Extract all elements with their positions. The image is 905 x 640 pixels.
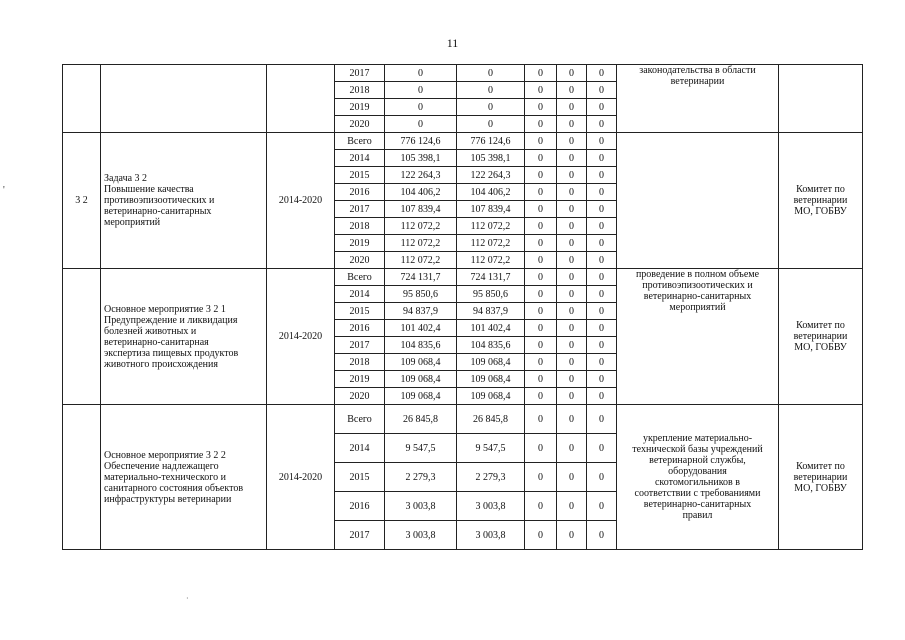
value-cell: 0 — [587, 133, 617, 150]
value-cell: 0 — [525, 65, 557, 82]
value-cell: 0 — [587, 184, 617, 201]
total-cell: 776 124,6 — [385, 133, 457, 150]
total-cell: 104 835,6 — [385, 337, 457, 354]
total-cell: 105 398,1 — [385, 150, 457, 167]
value-cell: 0 — [557, 337, 587, 354]
year-cell: 2017 — [335, 65, 385, 82]
total-cell: 3 003,8 — [385, 521, 457, 550]
budget-cell: 0 — [457, 82, 525, 99]
value-cell: 0 — [525, 150, 557, 167]
year-cell: 2016 — [335, 320, 385, 337]
table-body — [63, 65, 863, 550]
stray-mark: ' — [3, 185, 5, 196]
value-cell: 0 — [557, 371, 587, 388]
value-cell: 0 — [587, 286, 617, 303]
value-cell: 0 — [587, 269, 617, 286]
value-cell: 0 — [525, 235, 557, 252]
value-cell: 0 — [587, 99, 617, 116]
budget-cell: 3 003,8 — [457, 492, 525, 521]
value-cell: 0 — [587, 65, 617, 82]
value-cell: 0 — [525, 371, 557, 388]
value-cell: 0 — [557, 434, 587, 463]
year-cell: 2015 — [335, 463, 385, 492]
value-cell: 0 — [557, 218, 587, 235]
total-cell: 112 072,2 — [385, 252, 457, 269]
value-cell: 0 — [557, 320, 587, 337]
name-cell: Основное мероприятие 3 2 2 Обеспечение надлежащего материально-технического и санитарного состояния объектов инфраструктуры ветеринарии — [101, 405, 267, 550]
value-cell: 0 — [557, 463, 587, 492]
budget-cell: 94 837,9 — [457, 303, 525, 320]
year-cell: 2020 — [335, 252, 385, 269]
name-cell: Основное мероприятие 3 2 1 Предупреждение и ликвидация болезней животных и ветеринарно-санитарная экспертиза пищевых продуктов животного происхождения — [101, 269, 267, 405]
value-cell: 0 — [525, 82, 557, 99]
year-cell: 2015 — [335, 167, 385, 184]
budget-cell: 109 068,4 — [457, 354, 525, 371]
value-cell: 0 — [587, 492, 617, 521]
value-cell: 0 — [587, 167, 617, 184]
value-cell: 0 — [525, 99, 557, 116]
total-cell: 94 837,9 — [385, 303, 457, 320]
value-cell: 0 — [557, 252, 587, 269]
budget-cell: 0 — [457, 65, 525, 82]
value-cell: 0 — [525, 184, 557, 201]
table-row — [63, 133, 863, 150]
value-cell: 0 — [587, 521, 617, 550]
budget-cell: 104 406,2 — [457, 184, 525, 201]
total-cell: 724 131,7 — [385, 269, 457, 286]
year-cell: 2017 — [335, 337, 385, 354]
value-cell: 0 — [525, 388, 557, 405]
value-cell: 0 — [525, 492, 557, 521]
total-cell: 95 850,6 — [385, 286, 457, 303]
value-cell: 0 — [587, 354, 617, 371]
budget-cell: 104 835,6 — [457, 337, 525, 354]
value-cell: 0 — [587, 82, 617, 99]
budget-cell: 0 — [457, 99, 525, 116]
period-cell: 2014-2020 — [267, 269, 335, 405]
value-cell: 0 — [587, 252, 617, 269]
result-cell: законодательства в области ветеринарии — [617, 65, 779, 133]
value-cell: 0 — [525, 337, 557, 354]
value-cell: 0 — [557, 82, 587, 99]
value-cell: 0 — [525, 463, 557, 492]
total-cell: 101 402,4 — [385, 320, 457, 337]
value-cell: 0 — [525, 354, 557, 371]
value-cell: 0 — [525, 116, 557, 133]
value-cell: 0 — [525, 303, 557, 320]
num-cell — [63, 405, 101, 550]
year-cell: Всего — [335, 405, 385, 434]
value-cell: 0 — [525, 434, 557, 463]
budget-cell: 724 131,7 — [457, 269, 525, 286]
year-cell: 2019 — [335, 235, 385, 252]
budget-cell: 3 003,8 — [457, 521, 525, 550]
value-cell: 0 — [587, 235, 617, 252]
budget-cell: 105 398,1 — [457, 150, 525, 167]
value-cell: 0 — [525, 320, 557, 337]
total-cell: 109 068,4 — [385, 354, 457, 371]
year-cell: Всего — [335, 269, 385, 286]
total-cell: 0 — [385, 99, 457, 116]
value-cell: 0 — [525, 201, 557, 218]
total-cell: 112 072,2 — [385, 235, 457, 252]
value-cell: 0 — [557, 116, 587, 133]
year-cell: 2014 — [335, 150, 385, 167]
value-cell: 0 — [557, 65, 587, 82]
value-cell: 0 — [557, 133, 587, 150]
value-cell: 0 — [587, 337, 617, 354]
value-cell: 0 — [557, 269, 587, 286]
total-cell: 0 — [385, 82, 457, 99]
budget-cell: 9 547,5 — [457, 434, 525, 463]
value-cell: 0 — [557, 354, 587, 371]
value-cell: 0 — [557, 235, 587, 252]
value-cell: 0 — [587, 320, 617, 337]
value-cell: 0 — [525, 405, 557, 434]
year-cell: 2018 — [335, 218, 385, 235]
budget-cell: 109 068,4 — [457, 371, 525, 388]
value-cell: 0 — [557, 405, 587, 434]
value-cell: 0 — [557, 167, 587, 184]
value-cell: 0 — [557, 388, 587, 405]
program-table — [62, 64, 863, 550]
value-cell: 0 — [525, 286, 557, 303]
year-cell: 2020 — [335, 116, 385, 133]
value-cell: 0 — [557, 286, 587, 303]
name-cell: Задача 3 2 Повышение качества противоэпизоотических и ветеринарно-санитарных мероприятий — [101, 133, 267, 269]
value-cell: 0 — [587, 388, 617, 405]
value-cell: 0 — [557, 99, 587, 116]
value-cell: 0 — [587, 405, 617, 434]
num-cell — [63, 65, 101, 133]
total-cell: 112 072,2 — [385, 218, 457, 235]
table-row — [63, 269, 863, 286]
year-cell: 2019 — [335, 99, 385, 116]
value-cell: 0 — [557, 150, 587, 167]
name-cell — [101, 65, 267, 133]
page-number: 11 — [446, 36, 459, 50]
value-cell: 0 — [557, 521, 587, 550]
budget-cell: 107 839,4 — [457, 201, 525, 218]
total-cell: 9 547,5 — [385, 434, 457, 463]
value-cell: 0 — [587, 371, 617, 388]
year-cell: 2018 — [335, 354, 385, 371]
value-cell: 0 — [587, 434, 617, 463]
budget-cell: 112 072,2 — [457, 235, 525, 252]
year-cell: 2014 — [335, 434, 385, 463]
value-cell: 0 — [525, 167, 557, 184]
year-cell: 2016 — [335, 184, 385, 201]
year-cell: 2015 — [335, 303, 385, 320]
total-cell: 3 003,8 — [385, 492, 457, 521]
value-cell: 0 — [557, 201, 587, 218]
total-cell: 2 279,3 — [385, 463, 457, 492]
value-cell: 0 — [557, 303, 587, 320]
total-cell: 122 264,3 — [385, 167, 457, 184]
year-cell: 2020 — [335, 388, 385, 405]
budget-cell: 26 845,8 — [457, 405, 525, 434]
period-cell: 2014-2020 — [267, 133, 335, 269]
year-cell: 2019 — [335, 371, 385, 388]
budget-cell: 109 068,4 — [457, 388, 525, 405]
value-cell: 0 — [525, 521, 557, 550]
period-cell — [267, 65, 335, 133]
budget-cell: 2 279,3 — [457, 463, 525, 492]
value-cell: 0 — [525, 269, 557, 286]
value-cell: 0 — [557, 184, 587, 201]
responsible-cell: Комитет по ветеринарии МО, ГОБВУ — [779, 133, 863, 269]
year-cell: 2016 — [335, 492, 385, 521]
year-cell: 2018 — [335, 82, 385, 99]
value-cell: 0 — [587, 218, 617, 235]
year-cell: 2017 — [335, 201, 385, 218]
value-cell: 0 — [587, 463, 617, 492]
year-cell: 2017 — [335, 521, 385, 550]
budget-cell: 95 850,6 — [457, 286, 525, 303]
year-cell: 2014 — [335, 286, 385, 303]
value-cell: 0 — [525, 133, 557, 150]
responsible-cell: Комитет по ветеринарии МО, ГОБВУ — [779, 269, 863, 405]
total-cell: 0 — [385, 116, 457, 133]
result-cell — [617, 133, 779, 269]
num-cell — [63, 269, 101, 405]
footer-mark: · — [186, 594, 189, 603]
period-cell: 2014-2020 — [267, 405, 335, 550]
value-cell: 0 — [587, 116, 617, 133]
total-cell: 26 845,8 — [385, 405, 457, 434]
budget-cell: 112 072,2 — [457, 218, 525, 235]
value-cell: 0 — [525, 218, 557, 235]
value-cell: 0 — [587, 303, 617, 320]
responsible-cell: Комитет по ветеринарии МО, ГОБВУ — [779, 405, 863, 550]
total-cell: 104 406,2 — [385, 184, 457, 201]
responsible-cell — [779, 65, 863, 133]
table-row — [63, 405, 863, 434]
value-cell: 0 — [557, 492, 587, 521]
value-cell: 0 — [587, 201, 617, 218]
value-cell: 0 — [587, 150, 617, 167]
budget-cell: 0 — [457, 116, 525, 133]
num-cell: 3 2 — [63, 133, 101, 269]
total-cell: 107 839,4 — [385, 201, 457, 218]
total-cell: 109 068,4 — [385, 388, 457, 405]
total-cell: 109 068,4 — [385, 371, 457, 388]
budget-cell: 122 264,3 — [457, 167, 525, 184]
total-cell: 0 — [385, 65, 457, 82]
value-cell: 0 — [525, 252, 557, 269]
table-row — [63, 65, 863, 82]
budget-cell: 112 072,2 — [457, 252, 525, 269]
result-cell: укрепление материально- технической базы учреждений ветеринарной службы, оборудования скотомогильников в соответствии с требованиями ветеринарно-санитарных правил — [617, 405, 779, 550]
year-cell: Всего — [335, 133, 385, 150]
budget-cell: 776 124,6 — [457, 133, 525, 150]
budget-cell: 101 402,4 — [457, 320, 525, 337]
result-cell: проведение в полном объеме противоэпизоотических и ветеринарно-санитарных мероприятий — [617, 269, 779, 405]
